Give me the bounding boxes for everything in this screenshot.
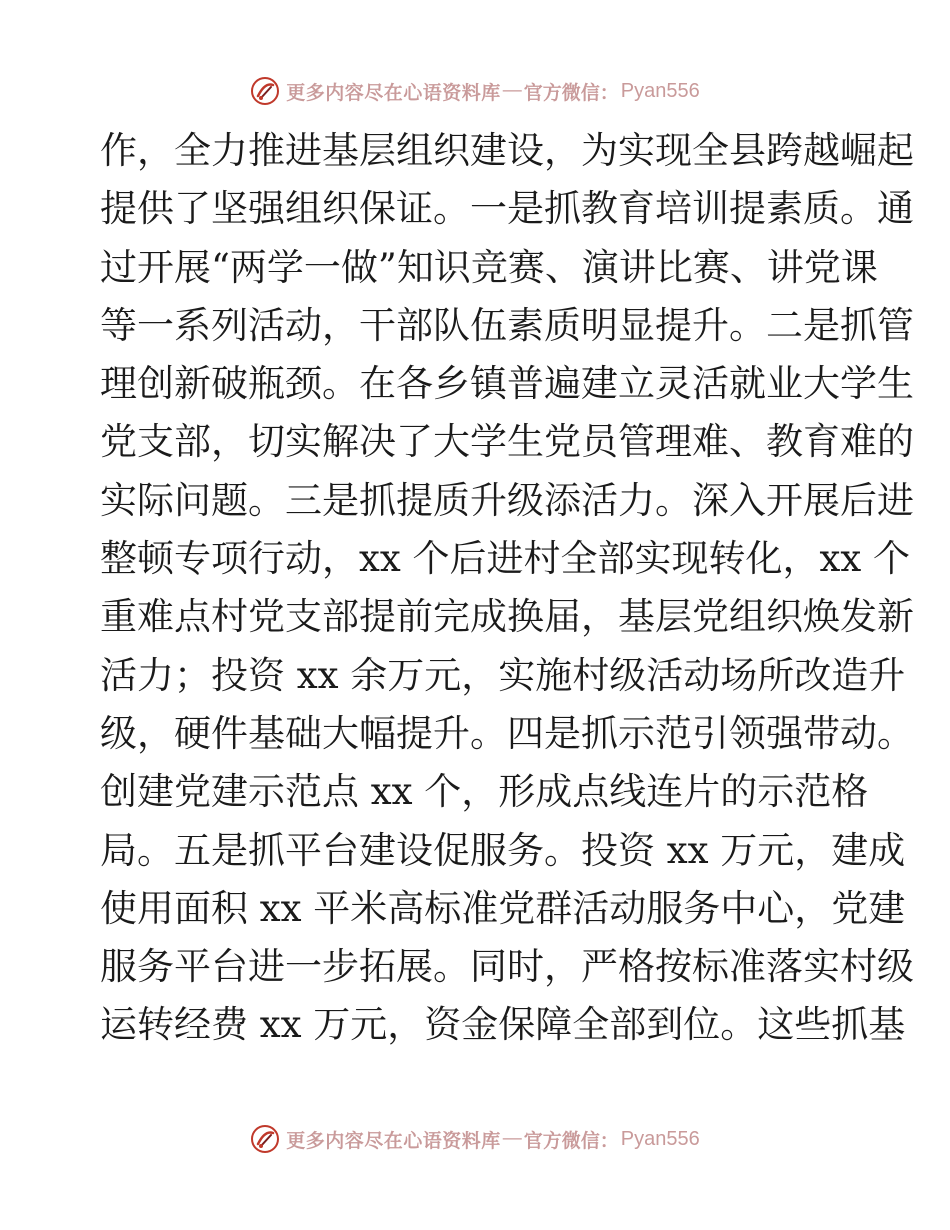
watermark-dash: — <box>502 1128 522 1149</box>
body-line: 重难点村党支部提前完成换届，基层党组织焕发新 <box>100 595 914 639</box>
body-line: 运转经费 xx 万元，资金保障全部到位。这些抓基 <box>100 1003 906 1047</box>
watermark-title: 更多内容尽在心语资料库 <box>286 1129 501 1152</box>
body-line: 提供了坚强组织保证。一是抓教育培训提素质。通 <box>100 187 914 231</box>
body-line: 过开展“两学一做”知识竞赛、演讲比赛、讲党课 <box>100 245 878 289</box>
watermark-dash: — <box>502 80 522 101</box>
header-watermark <box>0 71 950 111</box>
pen-logo-icon <box>250 76 280 106</box>
body-line: 创建党建示范点 xx 个，形成点线连片的示范格 <box>100 770 869 814</box>
pen-logo-icon <box>250 1124 280 1154</box>
watermark-wechat-label: 官方微信： <box>523 1129 619 1152</box>
watermark-title: 更多内容尽在心语资料库 <box>286 81 501 104</box>
body-line: 活力；投资 xx 余万元，实施村级活动场所改造升 <box>100 653 906 697</box>
body-line: 作，全力推进基层组织建设，为实现全县跨越崛起 <box>100 129 914 172</box>
footer-watermark <box>0 1119 950 1159</box>
body-line: 服务平台进一步拓展。同时，严格按标准落实村级 <box>100 945 914 989</box>
document-body <box>100 122 914 1055</box>
watermark-wechat-id: Pyan556 <box>620 1127 700 1150</box>
watermark-wechat-label: 官方微信： <box>523 81 619 104</box>
body-line: 级，硬件基础大幅提升。四是抓示范引领强带动。 <box>100 711 914 755</box>
body-line: 整顿专项行动，xx 个后进村全部实现转化，xx 个 <box>100 537 910 581</box>
body-line: 党支部，切实解决了大学生党员管理难、教育难的 <box>100 420 914 464</box>
body-line: 理创新破瓶颈。在各乡镇普遍建立灵活就业大学生 <box>100 362 914 406</box>
body-line: 实际问题。三是抓提质升级添活力。深入开展后进 <box>100 478 914 522</box>
watermark-wechat-id: Pyan556 <box>620 79 700 102</box>
body-line: 局。五是抓平台建设促服务。投资 xx 万元，建成 <box>100 828 906 872</box>
body-line: 使用面积 xx 平米高标准党群活动服务中心，党建 <box>100 886 906 930</box>
body-line: 等一系列活动，干部队伍素质明显提升。二是抓管 <box>100 303 914 347</box>
